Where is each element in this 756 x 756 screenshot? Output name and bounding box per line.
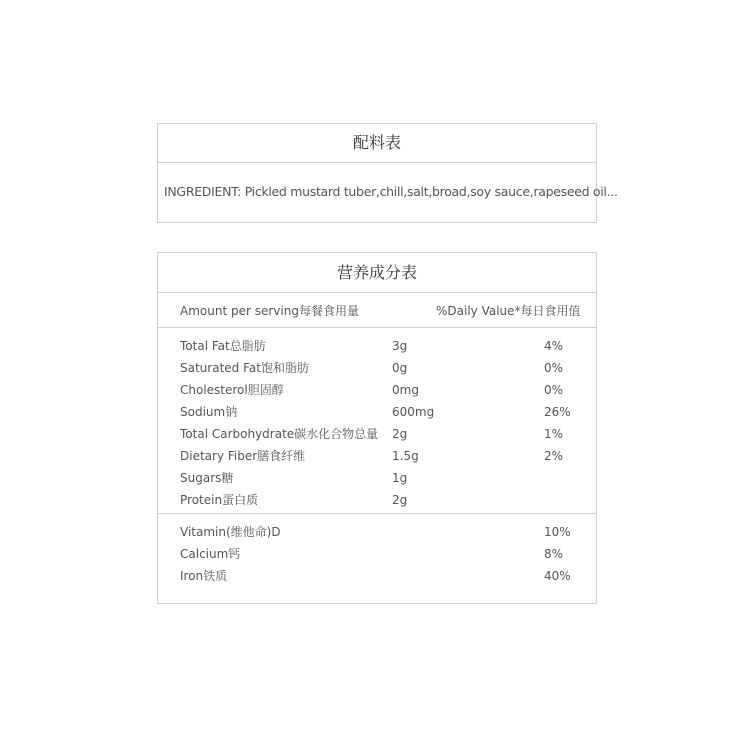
nutrient-name: Saturated Fat饱和脂肪 — [180, 361, 309, 375]
nutrient-row-sodium — [158, 401, 596, 423]
nutrient-row-dietary-fiber — [158, 445, 596, 467]
nutrition-facts-panel — [157, 252, 597, 604]
vitamin-daily-value: 10% — [544, 525, 571, 539]
nutrient-amount: 2g — [392, 493, 408, 507]
nutrient-amount: 0mg — [392, 383, 419, 397]
nutrient-amount: 0g — [392, 361, 408, 375]
vitamin-row-d — [158, 521, 596, 543]
nutrient-daily-value: 1% — [544, 427, 564, 441]
nutrient-row-protein — [158, 489, 596, 511]
nutrient-name: Sugars糖 — [180, 471, 234, 485]
nutrient-name: Total Fat总脂肪 — [180, 339, 266, 353]
vitamin-row-calcium — [158, 543, 596, 565]
nutrient-name: Cholesterol胆固醇 — [180, 383, 284, 397]
nutrient-daily-value: 2% — [544, 449, 564, 463]
vitamin-daily-value: 8% — [544, 547, 564, 561]
nutrient-rows — [158, 328, 596, 514]
nutrient-amount: 3g — [392, 339, 408, 353]
nutrient-name: Sodium钠 — [180, 405, 238, 419]
nutrient-amount: 2g — [392, 427, 408, 441]
daily-value-header: %Daily Value*每日食用值 — [436, 304, 581, 318]
vitamin-name: Calcium钙 — [180, 547, 241, 561]
vitamin-rows — [158, 514, 596, 587]
vitamin-name: Vitamin(维他命)D — [180, 525, 281, 539]
nutrient-amount: 1.5g — [392, 449, 419, 463]
nutrition-header-row — [158, 293, 596, 328]
nutrient-amount: 1g — [392, 471, 408, 485]
nutrient-daily-value: 4% — [544, 339, 564, 353]
nutrient-daily-value: 0% — [544, 361, 564, 375]
vitamin-name: Iron铁质 — [180, 569, 228, 583]
nutrient-row-cholesterol — [158, 379, 596, 401]
nutrient-row-total-carbohydrate — [158, 423, 596, 445]
nutrient-daily-value: 26% — [544, 405, 571, 419]
nutrient-name: Protein蛋白质 — [180, 493, 259, 507]
ingredient-list-text: INGREDIENT: Pickled mustard tuber,chill,salt,broad,soy sauce,rapeseed oil... — [164, 184, 618, 199]
ingredient-panel — [157, 123, 618, 223]
vitamin-daily-value: 40% — [544, 569, 571, 583]
nutrient-row-saturated-fat — [158, 357, 596, 379]
nutrient-name: Dietary Fiber膳食纤维 — [180, 449, 306, 463]
vitamin-row-iron — [158, 565, 596, 587]
amount-per-serving-header: Amount per serving每餐食用量 — [180, 304, 359, 318]
nutrient-row-sugars — [158, 467, 596, 489]
nutrient-amount: 600mg — [392, 405, 435, 419]
nutrient-name: Total Carbohydrate碳水化合物总量 — [180, 427, 379, 441]
nutrient-daily-value: 0% — [544, 383, 564, 397]
nutrient-row-total-fat — [158, 335, 596, 357]
nutrition-panel-title: 营养成分表 — [158, 253, 596, 293]
ingredient-panel-title: 配料表 — [158, 124, 596, 163]
